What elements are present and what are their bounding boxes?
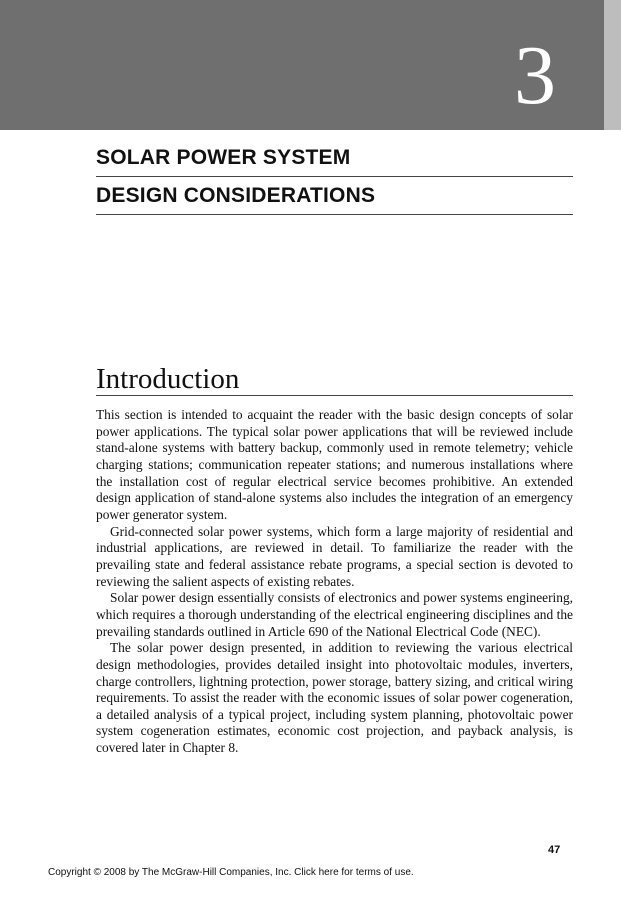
paragraph: Grid-connected solar power systems, which form a large majority of residential and industrial applications, are reviewed in detail. To familiarize the reader with the prevailing state and federal assistance rebate programs, a special section is devoted to reviewing the salient aspects of existing rebates. <box>96 523 573 589</box>
paragraph: This section is intended to acquaint the reader with the basic design concepts of solar power applications. The typical solar power applications that will be reviewed include stand-alone systems with battery backup, commonly used in remote telemetry; vehicle charging stations; communication repeater stations; and numerous installations where the installation cost of regular electrical service becomes prohibitive. An extended design application of stand-alone systems also includes the integration of an emergency power generator system. <box>96 407 573 522</box>
paragraph: The solar power design presented, in addition to reviewing the various electrical design methodologies, provides detailed insight into photovoltaic modules, inverters, charge controllers, lightning protection, power storage, battery sizing, and critical wiring requirements. To assist the reader with the economic issues of solar power cogeneration, a detailed analysis of a typical project, including system planning, photovoltaic power system cogeneration estimates, economic cost projection, and payback analysis, is covered later in Chapter 8. <box>96 640 573 756</box>
chapter-header-band <box>0 0 604 130</box>
chapter-title-line-2: DESIGN CONSIDERATIONS <box>96 184 573 215</box>
copyright-footer <box>48 867 414 878</box>
paragraph: Solar power design essentially consists of electronics and power systems engineering, which requires a thorough understanding of the electrical engineering disciplines and the prevailing standards outlined in Article 690 of the National Electrical Code (NEC). <box>96 590 573 639</box>
page-number: 47 <box>548 844 561 856</box>
body-text <box>96 407 573 757</box>
terms-of-use-link[interactable]: Click here for terms of use. <box>294 867 414 878</box>
section-heading: Introduction <box>96 364 573 396</box>
chapter-band-edge <box>604 0 621 130</box>
copyright-text: Copyright © 2008 by The McGraw-Hill Companies, Inc. <box>48 867 295 878</box>
chapter-title-line-1: SOLAR POWER SYSTEM <box>96 146 573 177</box>
chapter-number: 3 <box>514 29 556 122</box>
